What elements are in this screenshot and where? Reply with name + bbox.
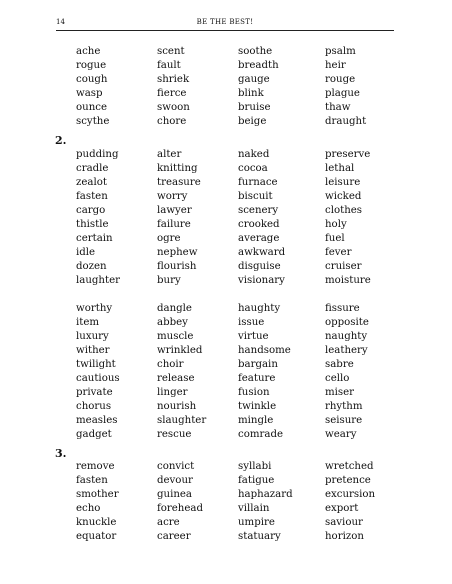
word: awkward: [238, 247, 286, 258]
word: moisture: [325, 275, 371, 286]
word: umpire: [238, 517, 275, 528]
word: idle: [76, 247, 96, 258]
word: dangle: [157, 303, 192, 314]
word: treasure: [157, 177, 201, 188]
word: rescue: [157, 429, 192, 440]
word: cough: [76, 74, 108, 85]
word: ache: [76, 46, 101, 57]
word: issue: [238, 317, 265, 328]
word: worry: [157, 191, 188, 202]
word: fever: [325, 247, 352, 258]
word: nourish: [157, 401, 197, 412]
word: fierce: [157, 88, 187, 99]
word: miser: [325, 387, 355, 398]
word: cautious: [76, 373, 120, 384]
word: abbey: [157, 317, 188, 328]
word: gadget: [76, 429, 112, 440]
word: feature: [238, 373, 276, 384]
word: rhythm: [325, 401, 363, 412]
word: dozen: [76, 261, 107, 272]
word: disguise: [238, 261, 281, 272]
word: release: [157, 373, 195, 384]
word: flourish: [157, 261, 197, 272]
word: knitting: [157, 163, 198, 174]
word: fuel: [325, 233, 345, 244]
word: convict: [157, 461, 195, 472]
word: lawyer: [157, 205, 192, 216]
word: worthy: [76, 303, 113, 314]
word: leisure: [325, 177, 361, 188]
word: rogue: [76, 60, 107, 71]
word: nephew: [157, 247, 198, 258]
word: leathery: [325, 345, 368, 356]
word: cello: [325, 373, 350, 384]
word: career: [157, 531, 191, 542]
word: clothes: [325, 205, 363, 216]
word: heir: [325, 60, 346, 71]
word: psalm: [325, 46, 356, 57]
word: smother: [76, 489, 119, 500]
word: visionary: [238, 275, 285, 286]
word: choir: [157, 359, 184, 370]
word: soothe: [238, 46, 273, 57]
word: acre: [157, 517, 180, 528]
word: item: [76, 317, 100, 328]
word: blink: [238, 88, 264, 99]
word: excursion: [325, 489, 376, 500]
word: bruise: [238, 102, 271, 113]
word: alter: [157, 149, 182, 160]
word: remove: [76, 461, 115, 472]
word: failure: [157, 219, 191, 230]
word: devour: [157, 475, 193, 486]
word: chorus: [76, 401, 112, 412]
word: mingle: [238, 415, 274, 426]
word: wrinkled: [157, 345, 203, 356]
running-title: BE THE BEST!: [196, 18, 254, 26]
word: luxury: [76, 331, 109, 342]
word: chore: [157, 116, 187, 127]
word: virtue: [238, 331, 269, 342]
word: forehead: [157, 503, 203, 514]
word-grid: [76, 45, 395, 129]
page-header: [56, 14, 394, 31]
word: pudding: [76, 149, 119, 160]
word: holy: [325, 219, 347, 230]
word: opposite: [325, 317, 369, 328]
word: haughty: [238, 303, 281, 314]
word: preserve: [325, 149, 371, 160]
word: plague: [325, 88, 360, 99]
word: wretched: [325, 461, 374, 472]
word: scenery: [238, 205, 279, 216]
word: naughty: [325, 331, 368, 342]
word: guinea: [157, 489, 193, 500]
section-label: 2.: [55, 134, 67, 147]
word: laughter: [76, 275, 120, 286]
word: wither: [76, 345, 110, 356]
word: shriek: [157, 74, 190, 85]
word: crooked: [238, 219, 280, 230]
word: cradle: [76, 163, 109, 174]
word: haphazard: [238, 489, 293, 500]
word: ounce: [76, 102, 107, 113]
word: muscle: [157, 331, 194, 342]
word: biscuit: [238, 191, 273, 202]
word: cruiser: [325, 261, 362, 272]
word: certain: [76, 233, 113, 244]
word: furnace: [238, 177, 278, 188]
word: twinkle: [238, 401, 277, 412]
word: villain: [238, 503, 270, 514]
word: twilight: [76, 359, 116, 370]
word: breadth: [238, 60, 279, 71]
word-grid: [76, 460, 395, 544]
word: linger: [157, 387, 188, 398]
word: handsome: [238, 345, 291, 356]
word: fault: [157, 60, 181, 71]
word: horizon: [325, 531, 364, 542]
word: fissure: [325, 303, 360, 314]
section-label: 3.: [55, 447, 67, 460]
word: thistle: [76, 219, 109, 230]
page-number: 14: [56, 18, 65, 26]
word: beige: [238, 116, 267, 127]
word: lethal: [325, 163, 355, 174]
word: zealot: [76, 177, 107, 188]
word: syllabi: [238, 461, 272, 472]
word: private: [76, 387, 113, 398]
word: scythe: [76, 116, 110, 127]
word: average: [238, 233, 280, 244]
word: swoon: [157, 102, 190, 113]
word: comrade: [238, 429, 283, 440]
word: ogre: [157, 233, 181, 244]
word: weary: [325, 429, 357, 440]
word: rouge: [325, 74, 356, 85]
word: saviour: [325, 517, 363, 528]
word: wicked: [325, 191, 362, 202]
word: sabre: [325, 359, 354, 370]
word: bury: [157, 275, 181, 286]
word: naked: [238, 149, 270, 160]
word: seisure: [325, 415, 363, 426]
word: knuckle: [76, 517, 117, 528]
word: wasp: [76, 88, 103, 99]
word: echo: [76, 503, 101, 514]
word: draught: [325, 116, 367, 127]
word: equator: [76, 531, 117, 542]
word: scent: [157, 46, 185, 57]
word: bargain: [238, 359, 278, 370]
word-grid: [76, 148, 395, 288]
word: fasten: [76, 191, 108, 202]
word: export: [325, 503, 359, 514]
word: cocoa: [238, 163, 268, 174]
word-grid: [76, 302, 395, 442]
word: cargo: [76, 205, 106, 216]
word: fusion: [238, 387, 270, 398]
word: gauge: [238, 74, 270, 85]
word: thaw: [325, 102, 351, 113]
word: statuary: [238, 531, 281, 542]
word: fasten: [76, 475, 108, 486]
word: slaughter: [157, 415, 207, 426]
word: measles: [76, 415, 118, 426]
word: pretence: [325, 475, 371, 486]
word: fatigue: [238, 475, 275, 486]
